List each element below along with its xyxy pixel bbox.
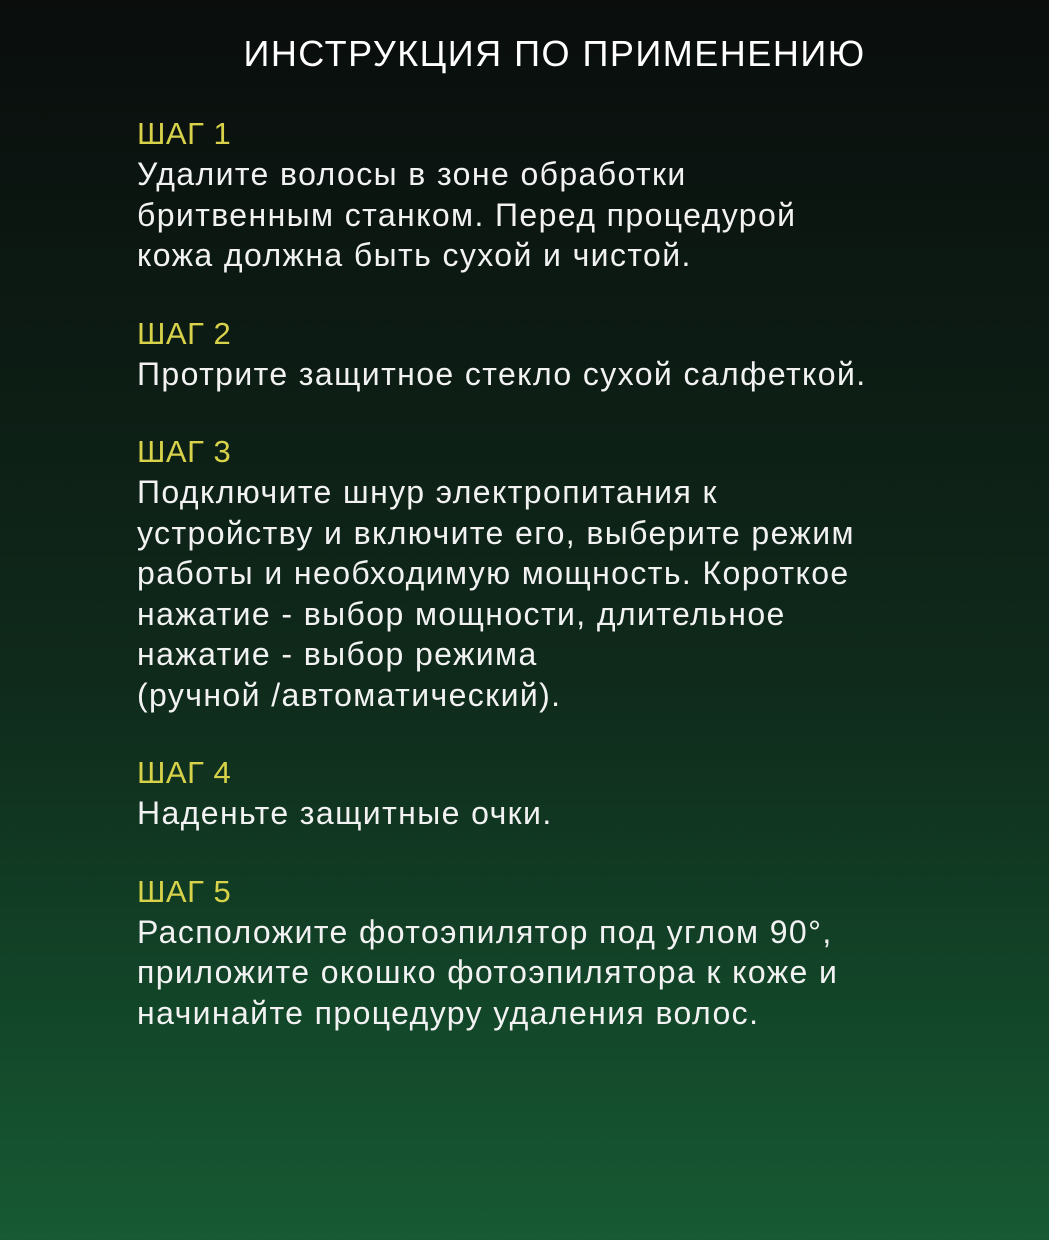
step-text-line: бритвенным станком. Перед процедурой bbox=[137, 196, 797, 233]
step-text-line: (ручной /автоматический). bbox=[137, 676, 562, 713]
steps-list bbox=[137, 114, 1017, 1071]
step-text-line: нажатие - выбор мощности, длительное bbox=[137, 595, 786, 632]
step-heading: ШАГ 5 bbox=[137, 873, 232, 909]
step-3 bbox=[137, 432, 1017, 715]
step-text-line: Подключите шнур электропитания к bbox=[137, 474, 718, 510]
step-text-line: приложите окошко фотоэпилятора к коже и bbox=[137, 954, 839, 990]
step-text-line: работы и необходимую мощность. Короткое bbox=[137, 555, 850, 591]
step-text-line: Удалите волосы в зоне обработки bbox=[137, 156, 687, 192]
step-text-line: нажатие - выбор режима bbox=[137, 636, 538, 672]
step-text-line: кожа должна быть сухой и чистой. bbox=[137, 237, 692, 273]
step-heading: ШАГ 2 bbox=[137, 315, 232, 351]
step-text-line: устройству и включите его, выберите режим bbox=[137, 514, 855, 551]
step-text-line: Протрите защитное стекло сухой салфеткой. bbox=[137, 355, 867, 392]
step-4 bbox=[137, 753, 1017, 834]
step-heading: ШАГ 3 bbox=[137, 434, 232, 469]
step-text-line: Расположите фотоэпилятор под углом 90°, bbox=[137, 913, 833, 950]
step-1 bbox=[137, 114, 1017, 276]
step-heading: ШАГ 1 bbox=[137, 116, 232, 151]
step-heading: ШАГ 4 bbox=[137, 755, 232, 790]
page-title: ИНСТРУКЦИЯ ПО ПРИМЕНЕНИЮ bbox=[243, 33, 866, 74]
step-5 bbox=[137, 872, 1017, 1034]
step-text-line: начинайте процедуру удаления волос. bbox=[137, 994, 760, 1031]
step-text-line: Наденьте защитные очки. bbox=[137, 795, 553, 831]
step-2 bbox=[137, 314, 1017, 395]
